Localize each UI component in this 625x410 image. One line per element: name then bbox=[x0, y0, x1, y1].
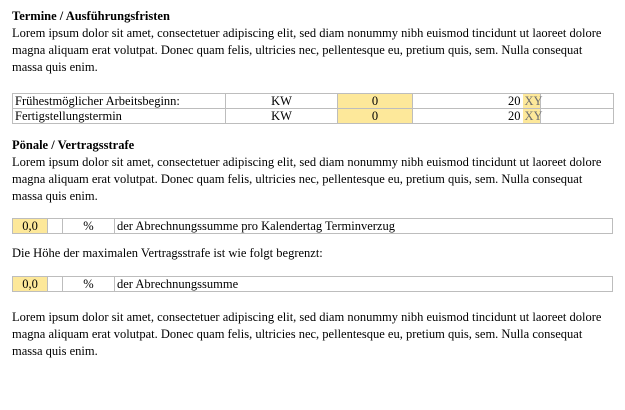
row-label: Frühestmöglicher Arbeitsbeginn: bbox=[13, 94, 226, 109]
penalty-daily-table bbox=[12, 218, 613, 234]
empty-cell bbox=[541, 94, 614, 109]
max-penalty-percent-input[interactable]: 0,0 bbox=[13, 277, 48, 292]
row-label: Fertigstellungstermin bbox=[13, 109, 226, 124]
unit-cell: KW bbox=[226, 94, 338, 109]
year-input[interactable]: XY bbox=[524, 109, 543, 123]
spacer-cell bbox=[48, 219, 63, 234]
empty-cell bbox=[541, 109, 614, 124]
document-page bbox=[12, 8, 612, 360]
percent-sign: % bbox=[63, 219, 115, 234]
closing-text: Lorem ipsum dolor sit amet, consectetuer adipiscing elit, sed diam nonummy nibh euismod tincidunt ut laoreet dolore magna aliquam erat volutpat. Donec quam felis, ultricies nec, pellentesque eu, pretium quis, sem. Nulla consequat massa quis enim. bbox=[12, 310, 602, 358]
penalty-max-table bbox=[12, 276, 613, 292]
penalty-percent-input[interactable]: 0,0 bbox=[13, 219, 48, 234]
year-input[interactable]: XY bbox=[524, 94, 543, 108]
table-row bbox=[13, 277, 613, 292]
table-row bbox=[13, 219, 613, 234]
section-text-dates: Lorem ipsum dolor sit amet, consectetuer adipiscing elit, sed diam nonummy nibh euismod tincidunt ut laoreet dolore magna aliquam erat volutpat. Donec quam felis, ultricies nec, pellentesque eu, pretium quis, sem. Nulla consequat massa quis enim. bbox=[12, 26, 602, 74]
week-input[interactable]: 0 bbox=[338, 94, 413, 109]
section-heading-penalty: Pönale / Vertragsstrafe bbox=[12, 138, 135, 152]
percent-sign: % bbox=[63, 277, 115, 292]
table-row bbox=[13, 109, 614, 124]
week-input[interactable]: 0 bbox=[338, 109, 413, 124]
year-prefix: 20 bbox=[413, 94, 523, 109]
max-penalty-description: der Abrechnungssumme bbox=[115, 277, 613, 292]
section-heading-dates: Termine / Ausführungsfristen bbox=[12, 9, 170, 23]
unit-cell: KW bbox=[226, 109, 338, 124]
section-text-penalty: Lorem ipsum dolor sit amet, consectetuer adipiscing elit, sed diam nonummy nibh euismod tincidunt ut laoreet dolore magna aliquam erat volutpat. Donec quam felis, ultricies nec, pellentesque eu, pretium quis, sem. Nulla consequat massa quis enim. bbox=[12, 155, 602, 203]
table-row bbox=[13, 94, 614, 109]
spacer-cell bbox=[48, 277, 63, 292]
penalty-description: der Abrechnungssumme pro Kalendertag Terminverzug bbox=[115, 219, 613, 234]
schedule-table bbox=[12, 93, 614, 124]
limit-text: Die Höhe der maximalen Vertragsstrafe ist wie folgt begrenzt: bbox=[12, 246, 323, 260]
year-prefix: 20 bbox=[413, 109, 523, 124]
